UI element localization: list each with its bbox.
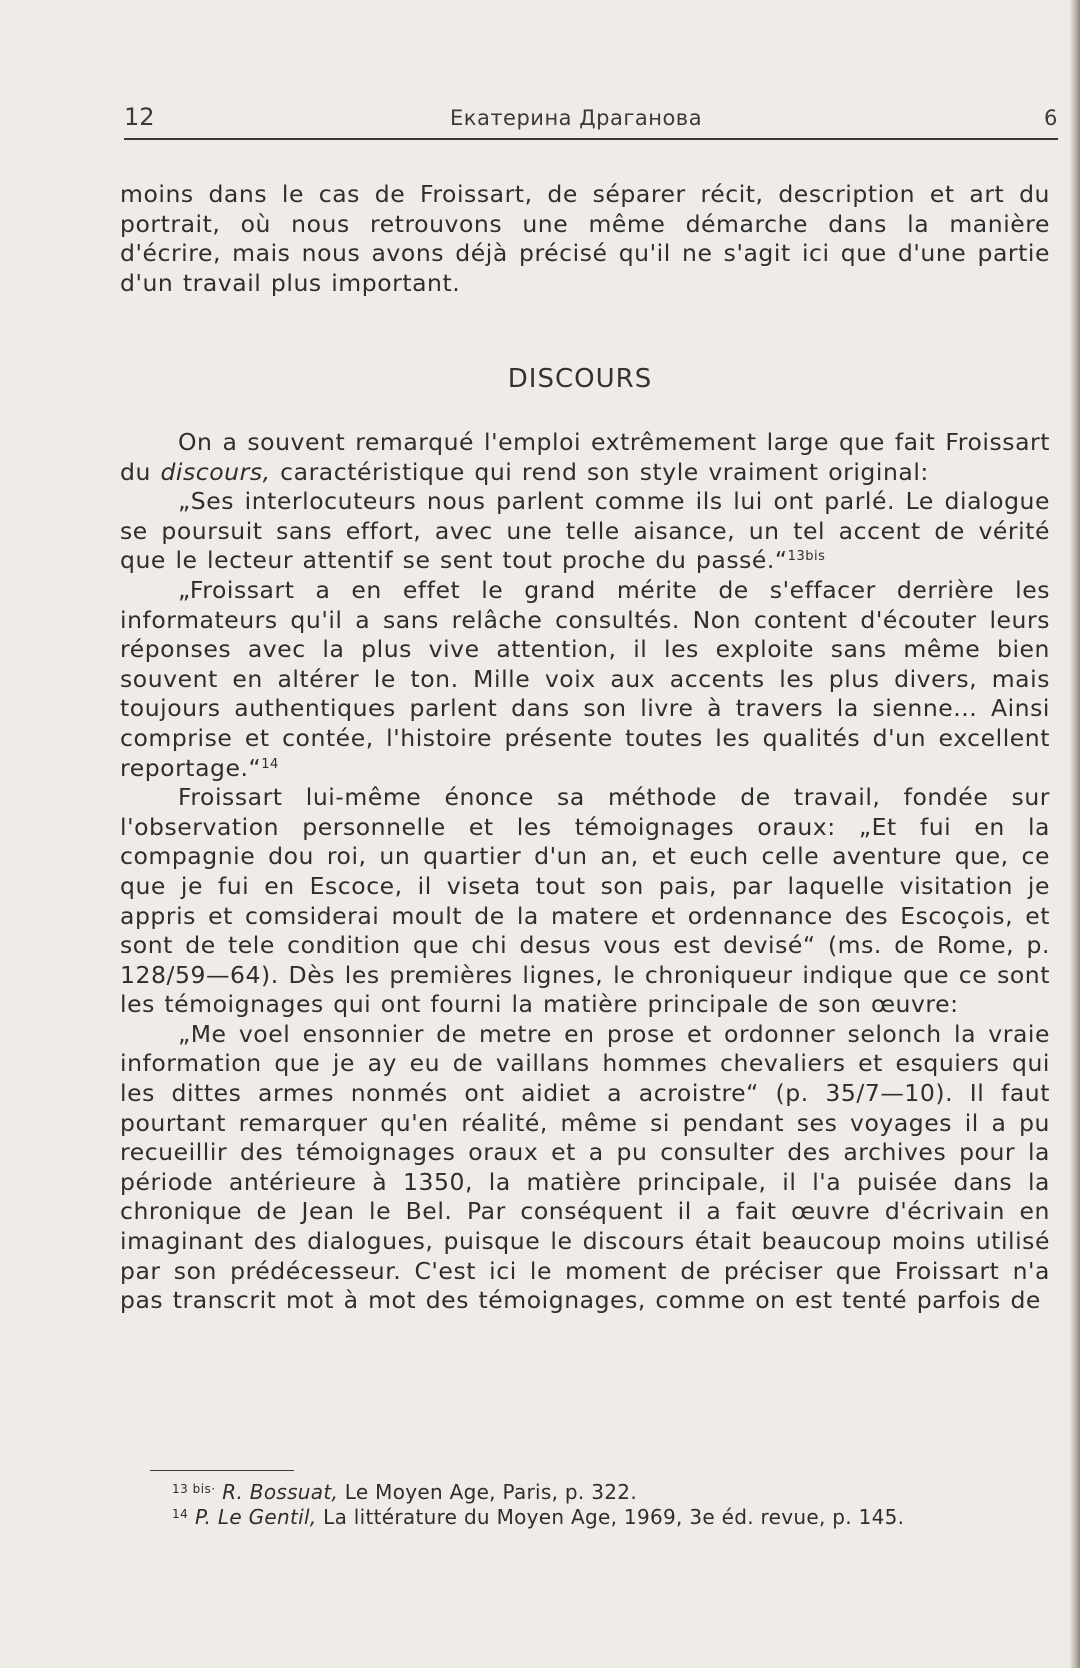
quote-1 [120,487,1050,576]
footnote-14 [172,1505,1052,1530]
p1-pre: On a souvent remarqué l'emploi extrêmement large que fait Froissart du [120,428,1050,486]
quote-1-text: „Ses interlocuteurs nous parlent comme ils lui ont parlé. Le dialogue se poursuit sans effort, avec une telle aisance, un tel accent de vérité que le lecteur attentif se sent tout proche du passé.“ [120,487,1050,575]
quote-2-text: „Froissart a en effet le grand mérite de s'effacer derrière les informateurs qu'il a sans relâche consultés. Non content d'écouter leurs réponses avec la plus vive attention, il les exploite sans même bien souvent en altérer le ton. Mille voix aux accents les plus divers, mais toujours authentiques parlent dans son livre à travers la sienne... Ainsi comprise et contée, l'histoire présente toutes les qualités d'un excellent reportage.“ [120,575,1050,782]
header-rule [124,138,1058,140]
paragraph-discours-intro [120,428,1050,487]
paragraph-sources: „Me voel ensonnier de metre en prose et ordonner selonch la vraie information que je ay eu de vaillans hommes chevaliers et esquiers qui les dittes armes nonmés ont aidiet a acroistre“ (p. 35/7—10). Il faut pourtant remarquer qu'en réalité, même si pendant ses voyages il a pu recueillir des témoignages oraux et a pu consulter des archives pour la période antérieure à 1350, la matière principale, il l'a puisée dans la chronique de Jean le Bel. Par conséquent il a fait œuvre d'écrivain en imaginant des dialogues, puisque le discours était beaucoup moins utilisé par son prédécesseur. C'est ici le moment de préciser que Froissart n'a pas transcrit mot à mot des témoignages, comme on est tenté parfois de [120,1019,1050,1315]
running-header-mark: 6 [1044,106,1058,130]
page-edge [1070,0,1080,1668]
footnote-ref-14: 14 [261,756,279,772]
intro-paragraph [120,180,1050,298]
footnote-source: Le Moyen Age, Paris, p. 322. [338,1480,637,1504]
footnote-ref-13bis: 13bis [787,549,826,565]
footnote-author: R. Bossuat, [222,1480,339,1504]
p1-post: caractéristique qui rend son style vraiment original: [270,457,929,486]
footnote-source: La littérature du Moyen Age, 1969, 3e éd. revue, p. 145. [316,1505,905,1529]
footnote-13bis [172,1480,1052,1505]
body-text [120,428,1050,1316]
footnote-mark: 14 [172,1507,189,1521]
footnote-mark: 13 bis· [172,1482,216,1496]
section-heading: DISCOURS [507,364,653,394]
intro-text: moins dans le cas de Froissart, de séparer récit, description et art du portrait, où nous retrouvons une même démarche dans la manière d'écrire, mais nous avons déjà précisé qu'il ne s'agit ici que d'une partie d'un travail plus important. [120,180,1050,297]
footnote-rule [150,1470,294,1471]
p1-italic: discours, [160,457,271,486]
running-header-title: Екатерина Драганова [450,106,703,130]
page-number: 12 [124,103,155,131]
quote-2 [120,576,1050,783]
paragraph-method: Froissart lui-même énonce sa méthode de travail, fondée sur l'observation personnelle et les témoignages oraux: „Et fui en la compagnie dou roi, un quartier d'un an, et euch celle aventure que, ce que je fui en Escoce, il viseta tout son pais, par laquelle visitation je appris et comsiderai moult de la matere et ordennance des Escoçois, et sont de tele condition que chi desus vous est devisé“ (ms. de Rome, p. 128/59—64). Dès les premières lignes, le chroniqueur indique que ce sont les témoignages qui ont fourni la matière principale de son œuvre: [120,783,1050,1019]
footnote-author: P. Le Gentil, [194,1505,317,1529]
